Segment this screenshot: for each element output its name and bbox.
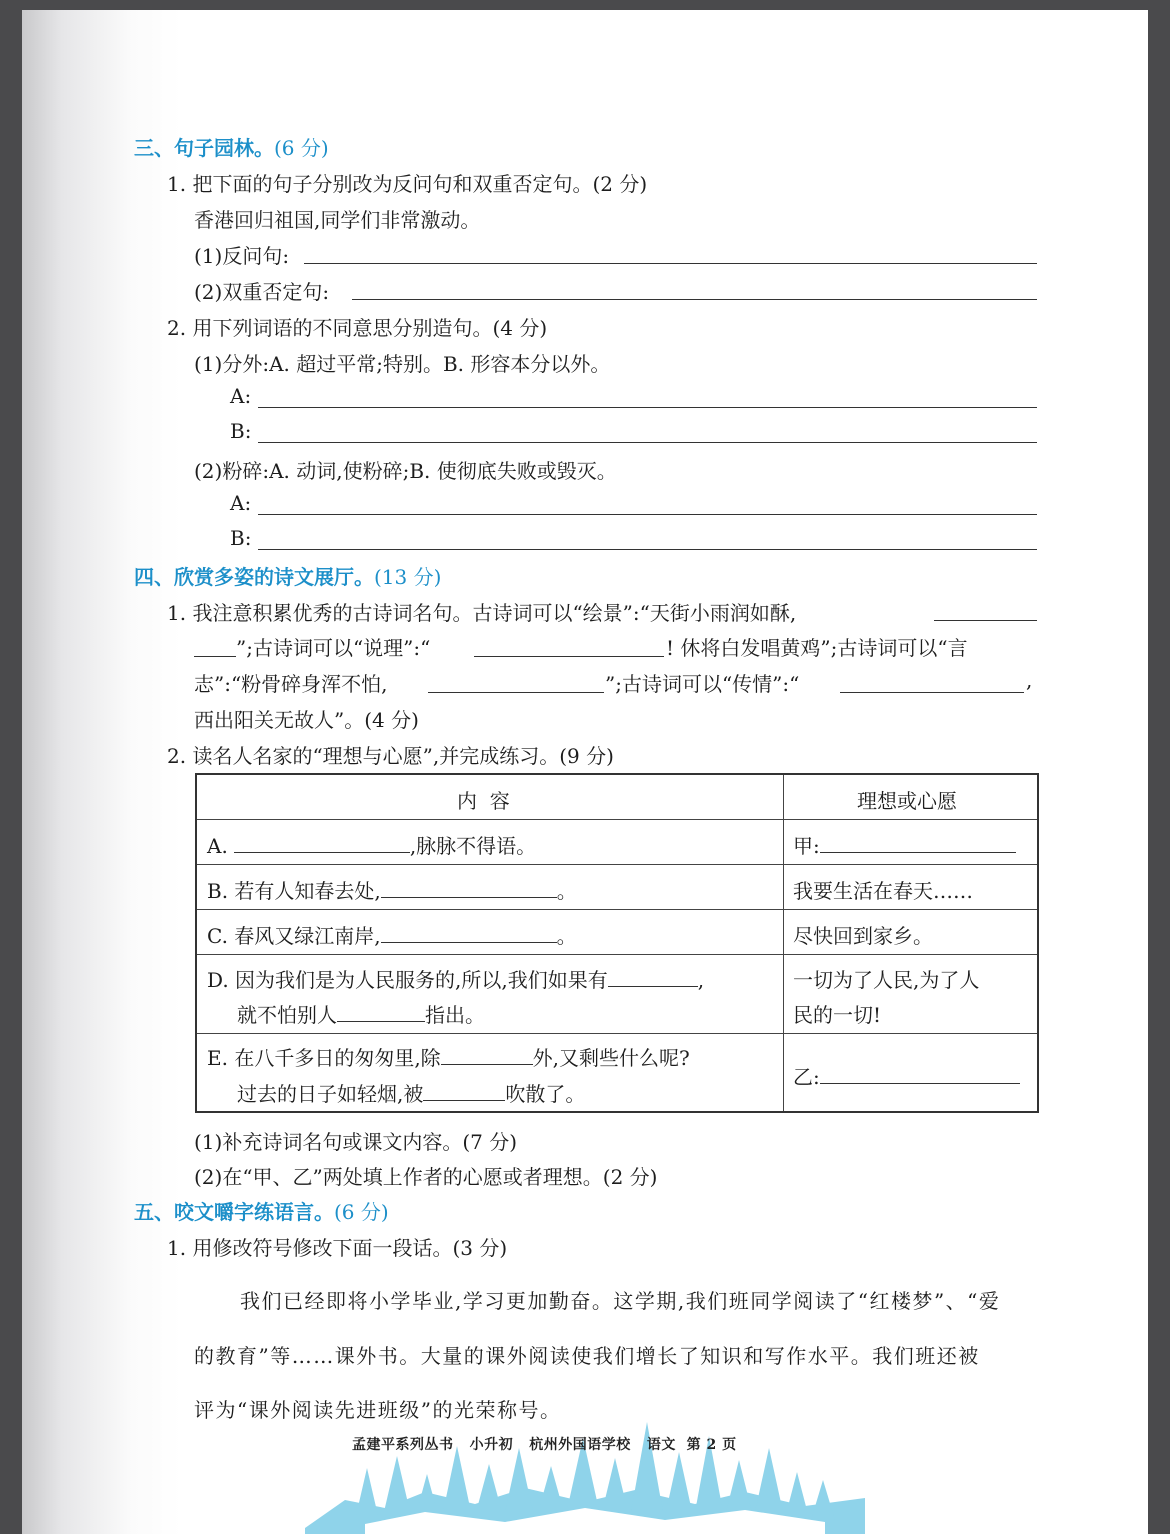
section-3-score: (6 分) [274,136,329,160]
table-row-d-wish-line1: 一切为了人民,为了人 [793,968,980,992]
s5-q1-prompt: 1. 用修改符号修改下面一段话。(3 分) [167,1236,508,1260]
table-row-divider [197,1033,1037,1034]
table-row-d-line1: D. 因为我们是为人民服务的,所以,我们如果有 , [207,968,705,992]
blank-row-a[interactable] [234,851,410,853]
s3-q1-sentence: 香港回归祖国,同学们非常激动。 [194,208,481,232]
blank-poem-1b[interactable] [194,656,236,657]
table-column-divider [783,775,784,1111]
blank-poem-3[interactable] [428,692,604,693]
table-row-divider [197,864,1037,865]
s4-q1-line2b: ! 休将白发唱黄鸡”;古诗词可以“言 [666,636,968,660]
table-header-wish: 理想或心愿 [857,789,957,813]
s4-q2-prompt: 2. 读名人名家的“理想与心愿”,并完成练习。(9 分) [167,744,614,768]
answer-line-double-negative[interactable] [352,299,1037,300]
s3-q2-word2-a-label: A: [230,491,252,515]
table-row-e-line1: E. 在八千多日的匆匆里,除 外,又剩些什么呢? [207,1046,690,1070]
blank-row-d2[interactable] [337,1020,425,1022]
s3-q2-word2-b-label: B: [230,526,252,550]
s4-q1-line1: 1. 我注意积累优秀的古诗词名句。古诗词可以“绘景”:“天街小雨润如酥, [167,601,797,625]
passage-line-1: 我们已经即将小学毕业,学习更加勤奋。这学期,我们班同学阅读了“红楼梦”、“爱 [240,1289,1001,1313]
section-3-title: 三、句子园林。 [134,136,274,160]
ideals-table [195,773,1039,1113]
s3-q1-prompt: 1. 把下面的句子分别改为反问句和双重否定句。(2 分) [167,172,648,196]
s3-q2-word1-b-label: B: [230,419,252,443]
table-row-c-wish: 尽快回到家乡。 [793,924,933,948]
s3-q2-word1: (1)分外:A. 超过平常;特别。B. 形容本分以外。 [194,352,611,376]
s4-q2-sub1: (1)补充诗词名句或课文内容。(7 分) [194,1130,518,1154]
section-4-title: 四、欣赏多姿的诗文展厅。 [134,565,374,589]
blank-row-e1[interactable] [441,1063,533,1065]
table-row-a-content: A. ,脉脉不得语。 [207,834,537,858]
answer-line-rhetorical[interactable] [304,263,1037,264]
footer-subject: 语文 [646,1437,676,1453]
s4-q1-line3b: ”;古诗词可以“传情”:“ [605,672,800,696]
s3-q1-rhetorical-label: (1)反问句: [194,244,290,268]
section-4-heading [134,561,441,590]
pine-trees-decoration [305,1408,865,1534]
s3-q2-word1-a-label: A: [230,384,252,408]
exam-page [22,10,1148,1534]
blank-row-c[interactable] [381,941,557,943]
footer-level: 小升初 [469,1437,514,1453]
table-header-content: 内 容 [457,789,510,813]
table-row-b-wish: 我要生活在春天…… [793,879,973,903]
table-row-e-line2: 过去的日子如轻烟,被 吹散了。 [237,1082,586,1106]
footer-line [352,1434,737,1454]
table-row-a-wish: 甲: [793,830,1016,859]
blank-row-e2[interactable] [423,1099,505,1101]
blank-poem-2[interactable] [474,656,664,657]
blank-row-d1[interactable] [608,985,698,987]
s3-q2-word2: (2)粉碎:A. 动词,使粉碎;B. 使彻底失败或毁灭。 [194,459,617,483]
answer-line-word2-b[interactable] [258,549,1037,550]
section-4-score: (13 分) [374,565,442,589]
s3-q1-double-negative-label: (2)双重否定句: [194,280,330,304]
blank-jia[interactable] [820,851,1016,853]
footer-series: 孟建平系列丛书 [352,1437,454,1453]
table-row-d-line2: 就不怕别人 指出。 [237,1003,485,1027]
s4-q1-line3a: 志”:“粉骨碎身浑不怕, [194,672,388,696]
answer-line-word1-b[interactable] [258,442,1037,443]
table-row-c-content: C. 春风又绿江南岸, 。 [207,924,577,948]
blank-yi[interactable] [820,1082,1020,1084]
s4-q1-line4: 西出阳关无故人”。(4 分) [194,708,419,732]
section-5-title: 五、咬文嚼字练语言。 [134,1200,334,1224]
answer-line-word2-a[interactable] [258,514,1037,515]
answer-line-word1-a[interactable] [258,407,1037,408]
s3-q2-prompt: 2. 用下列词语的不同意思分别造句。(4 分) [167,316,548,340]
s4-q1-line2a: ”;古诗词可以“说理”:“ [236,636,431,660]
blank-poem-1a[interactable] [934,620,1037,621]
blank-row-b[interactable] [381,896,557,898]
s4-q1-line3c: , [1026,668,1033,692]
s4-q2-sub2: (2)在“甲、乙”两处填上作者的心愿或者理想。(2 分) [194,1165,658,1189]
table-row-e-wish: 乙: [793,1061,1020,1090]
blank-poem-4[interactable] [840,692,1024,693]
passage-line-3: 评为“课外阅读先进班级”的光荣称号。 [194,1398,562,1422]
passage-line-2: 的教育”等……课外书。大量的课外阅读使我们增长了知识和写作水平。我们班还被 [194,1344,980,1368]
table-row-divider [197,909,1037,910]
table-row-divider [197,819,1037,820]
footer-school: 杭州外国语学校 [529,1437,631,1453]
table-row-divider [197,954,1037,955]
footer-page-number: 第 2 页 [686,1437,737,1453]
section-3-heading [134,132,329,161]
section-5-heading [134,1196,389,1225]
table-row-b-content: B. 若有人知春去处, 。 [207,879,577,903]
section-5-score: (6 分) [334,1200,389,1224]
table-row-d-wish-line2: 民的一切! [793,1003,882,1027]
